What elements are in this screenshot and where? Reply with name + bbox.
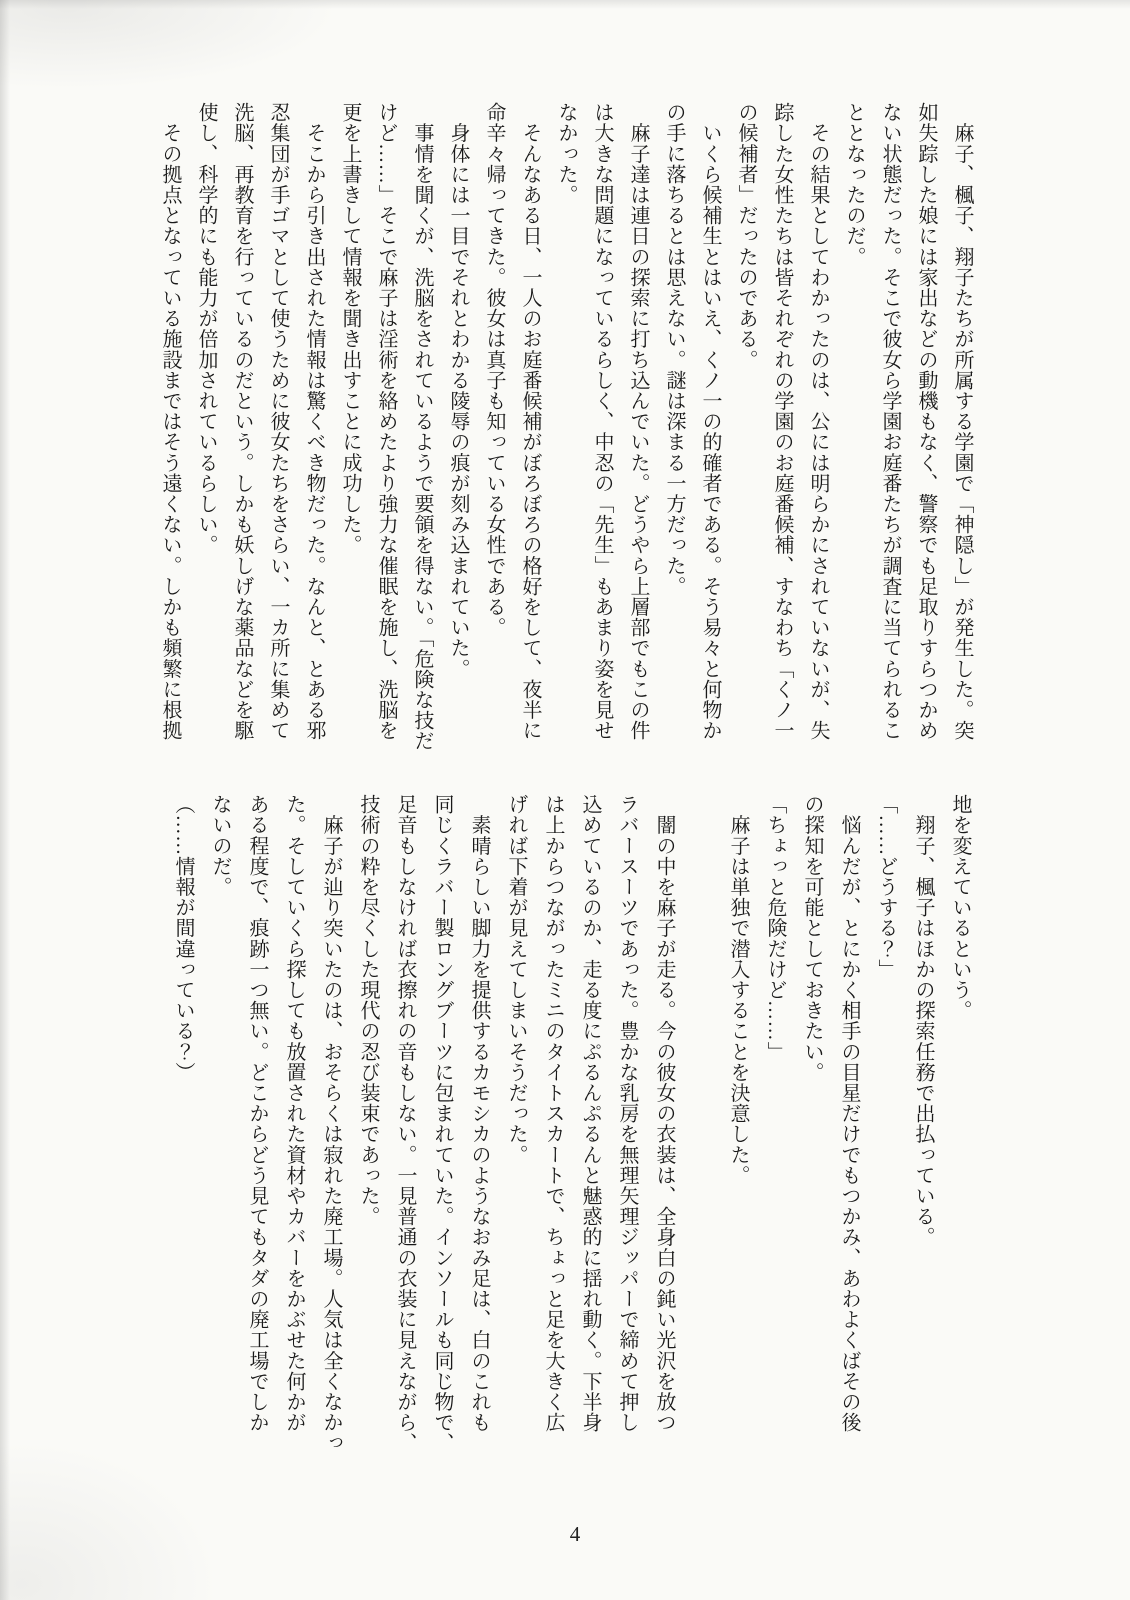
text-column: 技術の粋を尽くした現代の忍び装束であった。 [357,794,379,1227]
text-block-upper [152,102,980,778]
text-column: 翔子、楓子はほかの探索任務で出払っている。 [912,794,934,1248]
text-column: ラバースーツであった。豊かな乳房を無理矢理ジッパーで締めて押し [616,794,638,1433]
scan-edge-shadow-top [0,0,1130,9]
text-column: 如失踪した娘には家出などの動機もなく、警察でも足取りすらつかめ [915,102,937,741]
text-column: は大きな問題になっているらしく、中忍の「先生」もあまり姿を見せ [591,102,613,741]
text-column: は上からつながったミニのタイトスカートで、ちょっと足を大きく広 [542,794,564,1433]
text-column: 麻子達は連日の探索に打ち込んでいた。どうやら上層部でもこの件 [627,102,649,741]
text-column: 「……どうする？」 [875,794,897,980]
text-column: 込めているのか、走る度にぷるんぷるんと魅惑的に揺れ動く。下半身 [579,794,601,1433]
text-column: 闇の中を麻子が走る。今の彼女の衣装は、全身白の鈍い光沢を放つ [653,794,675,1433]
scan-edge-shadow-left [0,0,10,1600]
text-column: なかった。 [555,102,577,205]
text-column: 更を上書きして情報を聞き出すことに成功した。 [339,102,361,556]
text-column: いくら候補生とはいえ、くノ一の的確者である。そう易々と何物か [699,102,721,741]
text-column: 身体には一目でそれとわかる陵辱の痕が刻み込まれていた。 [447,102,469,679]
text-column: 洗脳、再教育を行っているのだという。しかも妖しげな薬品などを駆 [231,102,253,741]
text-column: （……情報が間違っている？） [172,794,194,1083]
text-column: 使し、科学的にも能力が倍加されているらしい。 [195,102,217,556]
text-column: ある程度で、痕跡一つ無い。どこからどう見てもタダの廃工場でしか [246,794,268,1433]
text-column: 忍集団が手ゴマとして使うために彼女たちをさらい、一カ所に集めて [267,102,289,741]
text-column: 命辛々帰ってきた。彼女は真子も知っている女性である。 [483,102,505,638]
text-column: た。そしていくら探しても放置された資材やカバーをかぶせた何かが [283,794,305,1433]
text-column: けど……」そこで麻子は淫術を絡めたより強力な催眠を施し、洗脳を [375,102,397,741]
text-column: ととなったのだ。 [843,102,865,267]
page-number: 4 [569,1522,581,1546]
text-column: 足音もしなければ衣擦れの音もしない。一見普通の衣装に見えながら、 [394,794,416,1454]
text-column: そんなある日、一人のお庭番候補がぼろぼろの格好をして、夜半に [519,102,541,741]
text-column: 悩んだが、とにかく相手の目星だけでもつかみ、あわよくばその後 [838,794,860,1433]
text-column: 麻子、楓子、翔子たちが所属する学園で「神隠し」が発生した。突 [951,102,973,741]
column-gap [682,794,719,1466]
text-column: の手に落ちるとは思えない。謎は深まる一方だった。 [663,102,685,597]
text-column: そこから引き出された情報は驚くべき物だった。なんと、とある邪 [303,102,325,741]
text-block-lower [164,794,978,1470]
text-column: 素晴らしい脚力を提供するカモシカのようなおみ足は、白のこれも [468,794,490,1433]
text-column: 踪した女性たちは皆それぞれの学園のお庭番候補、すなわち「くノ一 [771,102,793,741]
text-column: その結果としてわかったのは、公には明らかにされていないが、失 [807,102,829,741]
text-column: 麻子は単独で潜入することを決意した。 [727,794,749,1186]
text-column: 麻子が辿り突いたのは、おそらくは寂れた廃工場。人気は全くなかっ [320,794,342,1454]
text-column: ないのだ。 [209,794,231,897]
text-column: ない状態だった。そこで彼女ら学園お庭番たちが調査に当てられるこ [879,102,901,741]
text-column: その拠点となっている施設まではそう遠くない。しかも頻繁に根拠 [159,102,181,741]
text-column: 同じくラバー製ロングブーツに包まれていた。インソールも同じ物で、 [431,794,453,1454]
text-column: の候補者」だったのである。 [735,102,757,370]
text-column: 地を変えているという。 [949,794,971,1021]
text-column: げれば下着が見えてしまいそうだった。 [505,794,527,1165]
scan-smudge-top-left [0,0,340,90]
text-column: の探知を可能としておきたい。 [801,794,823,1083]
text-column: 事情を聞くが、洗脳をされているようで要領を得ない。「危険な技だ [411,102,433,752]
text-column: 「ちょっと危険だけど……」 [764,794,786,1062]
